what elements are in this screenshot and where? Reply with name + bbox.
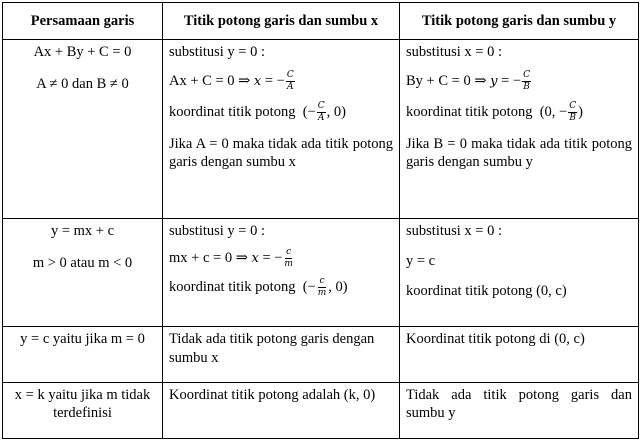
x-solution-sign: = −	[261, 72, 285, 89]
x-intercept-cell	[163, 327, 400, 382]
equation-cell	[3, 218, 163, 327]
header-row	[3, 3, 639, 40]
fraction-denominator: m	[317, 288, 327, 299]
substitution-text: substitusi x = 0 :	[406, 44, 502, 60]
x-coordinate	[169, 102, 393, 123]
fraction-numerator: c	[286, 247, 292, 258]
y-solution-sign: = −	[497, 72, 522, 89]
substitution-text: substitusi x = 0 :	[406, 222, 502, 239]
x-note: Tidak ada titik potong garis dengan sumbu x	[169, 331, 375, 366]
fraction-numerator: c	[319, 276, 325, 287]
y-intercept-cell	[400, 40, 639, 219]
y-intercept-cell	[400, 382, 639, 438]
y-intercept-cell	[400, 218, 639, 327]
fraction	[317, 102, 326, 123]
header-equation: Persamaan garis	[3, 3, 163, 40]
x-note: Koordinat titik potong adalah (k, 0)	[169, 386, 376, 403]
substitution-text: substitusi y = 0 :	[169, 222, 265, 239]
equation-cell	[3, 382, 163, 438]
x-intercept-cell	[163, 218, 400, 327]
fraction	[568, 102, 577, 123]
equation-condition: m > 0 atau m < 0	[32, 255, 133, 272]
equation-cell	[3, 40, 163, 219]
x-note: Jika A = 0 maka tidak ada titik potong garis dengan sumbu x	[169, 136, 393, 171]
y-coordinate: koordinat titik potong (0, c)	[406, 283, 567, 300]
fraction-numerator: C	[317, 101, 325, 112]
table-row	[3, 382, 639, 438]
fraction-denominator: B	[523, 82, 530, 93]
x-solution-lhs: Ax + C = 0 ⇒	[169, 72, 254, 89]
coordinate-open: (−	[302, 278, 316, 295]
x-intercept-cell	[163, 40, 400, 219]
coordinate-close: , 0)	[326, 103, 346, 120]
x-solution	[169, 248, 393, 269]
equation-text: y = c yaitu jika m = 0	[20, 331, 145, 348]
coordinate-close: )	[578, 103, 583, 120]
x-solution-sign: = −	[258, 249, 283, 266]
table-row	[3, 218, 639, 327]
fraction	[286, 71, 295, 92]
coordinate-close: , 0)	[328, 278, 348, 295]
intercept-table	[2, 2, 639, 439]
y-intercept-cell	[400, 327, 639, 382]
x-intercept-cell	[163, 382, 400, 438]
fraction-numerator: C	[286, 70, 294, 81]
coordinate-label: koordinat titik potong	[169, 103, 296, 120]
fraction-denominator: A	[287, 82, 294, 93]
coordinate-label: koordinat titik potong	[406, 103, 533, 120]
y-note: Tidak ada titik potong garis dan sumbu y	[406, 386, 632, 421]
coordinate-open: (0, −	[539, 103, 568, 120]
equation-cell	[3, 327, 163, 382]
y-solution	[406, 71, 632, 92]
fraction	[283, 248, 294, 269]
fraction-numerator: C	[523, 70, 530, 81]
table-row	[3, 327, 639, 382]
substitution-text: substitusi y = 0 :	[169, 44, 265, 60]
fraction-numerator: C	[569, 101, 577, 112]
equation-text: Ax + By + C = 0	[33, 44, 132, 60]
x-solution	[169, 71, 393, 92]
x-solution-lhs: mx + c = 0 ⇒	[169, 249, 252, 266]
y-coordinate	[406, 102, 632, 123]
equation-condition: A ≠ 0 dan B ≠ 0	[36, 76, 129, 93]
fraction-denominator: A	[317, 113, 325, 124]
fraction	[317, 277, 328, 298]
coordinate-label: koordinat titik potong	[169, 278, 296, 295]
y-solution: y = c	[406, 253, 436, 270]
x-solution-var: x	[253, 73, 262, 89]
fraction-denominator: B	[569, 113, 576, 124]
y-solution-var: y	[490, 73, 498, 89]
fraction-denominator: m	[284, 259, 293, 270]
coordinate-open: (−	[302, 103, 316, 120]
equation-text: y = mx + c	[50, 222, 115, 239]
equation-text: x = k yaitu jika m tidak terdefinisi	[14, 386, 151, 421]
fraction	[522, 71, 531, 92]
header-x-intercept: Titik potong garis dan sumbu x	[163, 3, 400, 40]
y-solution-lhs: By + C = 0 ⇒	[406, 72, 491, 89]
header-y-intercept: Titik potong garis dan sumbu y	[400, 3, 639, 40]
x-solution-var: x	[251, 250, 259, 266]
y-note: Jika B = 0 maka tidak ada titik potong garis dengan sumbu y	[406, 136, 632, 171]
x-coordinate	[169, 277, 393, 298]
y-note: Koordinat titik potong di (0, c)	[406, 331, 585, 348]
table-row	[3, 40, 639, 219]
